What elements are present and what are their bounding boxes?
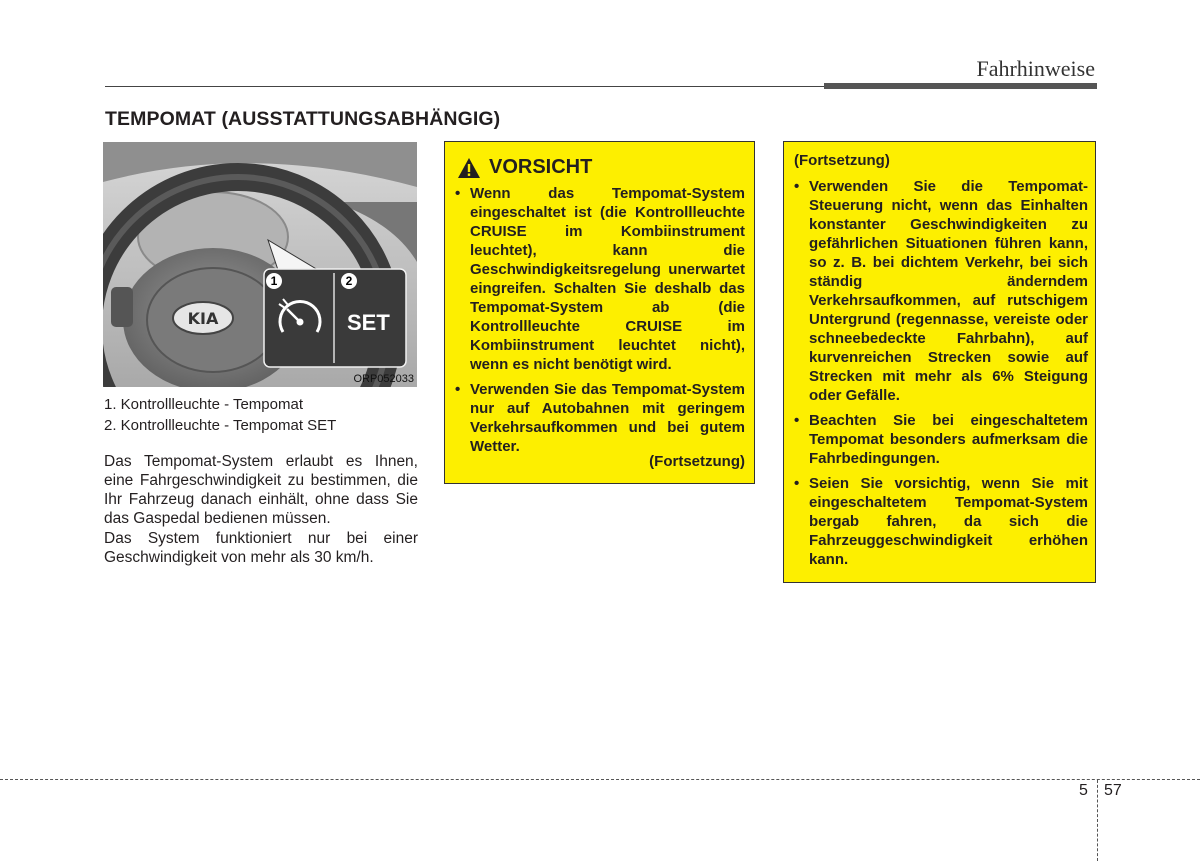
callout-marker-1: 1 [266,273,282,289]
svg-text:KIA: KIA [187,309,219,328]
caution-1-item: • Wenn das Tempomat-System eingeschaltet ist (die Kontrollleuchte CRUISE im Kombiinstrument leuchtet), kann die Geschwindigkeitsregelung unerwartet eingreifen. Schalten Sie deshalb das Tempomat-System ab (die Kontrollleuchte CRUISE im Kombiinstrument leuchtet nicht), wenn es nicht benötigt wird. [453,184,745,374]
body-paragraph-2: Das System funktioniert nur bei einer Geschwindigkeit von mehr als 30 km/h. [104,530,418,566]
steering-wheel-illustration [103,142,417,387]
caution-2-list [792,177,1088,575]
caption-item-1: 1. Kontrollleuchte - Tempomat [104,396,303,413]
caution-2-item: • Seien Sie vorsichtig, wenn Sie mit eingeschaltetem Tempomat-System bergab fahren, da sich die Fahrzeuggeschwindigkeit erhöhen kann. [792,474,1088,569]
caution-1-item: • Verwenden Sie das Tempomat-System nur auf Autobahnen mit geringem Verkehrsaufkommen und bei gutem Wetter. [453,380,745,456]
caution-2-item: • Verwenden Sie die Tempomat-Steuerung nicht, wenn das Einhalten konstanter Geschwindigkeiten zu gefährlichen Situationen führen kann, so z. B. bei dichtem Verkehr, bei sich ständig änderndem Verkehrsaufkommen, auf rutschigem Untergrund (regennasse, vereiste oder schneebedeckte Fahrbahn), auf kurvenreichen Strecken sowie auf Strecken mit mehr als 6% Steigung oder Gefälle. [792,177,1088,405]
warning-triangle-icon [457,157,481,179]
chapter-number: 5 [1079,782,1088,799]
section-title: TEMPOMAT (AUSSTATTUNGSABHÄNGIG) [105,108,501,130]
caution-heading-text: VORSICHT [489,156,593,178]
caution-box-2 [783,141,1096,583]
caption-item-2: 2. Kontrollleuchte - Tempomat SET [104,417,337,434]
page-number: 57 [1104,782,1122,799]
set-indicator-label: SET [347,310,390,335]
callout-marker-2: 2 [341,273,357,289]
body-paragraph-1: Das Tempomat-System erlaubt es Ihnen, eine Fahrgeschwindigkeit zu bestimmen, die Ihr Fahrzeug danach einhält, ohne dass Sie das Gaspedal bedienen müssen. [104,453,418,527]
steering-wheel-figure [103,142,417,387]
caution-1-list [453,184,745,462]
continued-note: (Fortsetzung) [794,152,890,169]
footer-divider [1097,780,1098,861]
caution-heading [457,156,592,179]
continued-note: (Fortsetzung) [649,453,745,470]
footer-rule [0,779,1200,780]
running-header: Fahrhinweise [976,56,1095,81]
header-rule-accent [824,83,1097,89]
figure-code: ORP052033 [353,373,414,385]
caution-2-item: • Beachten Sie bei eingeschaltetem Tempomat besonders aufmerksam die Fahrbedingungen. [792,411,1088,468]
caution-box-1 [444,141,755,484]
